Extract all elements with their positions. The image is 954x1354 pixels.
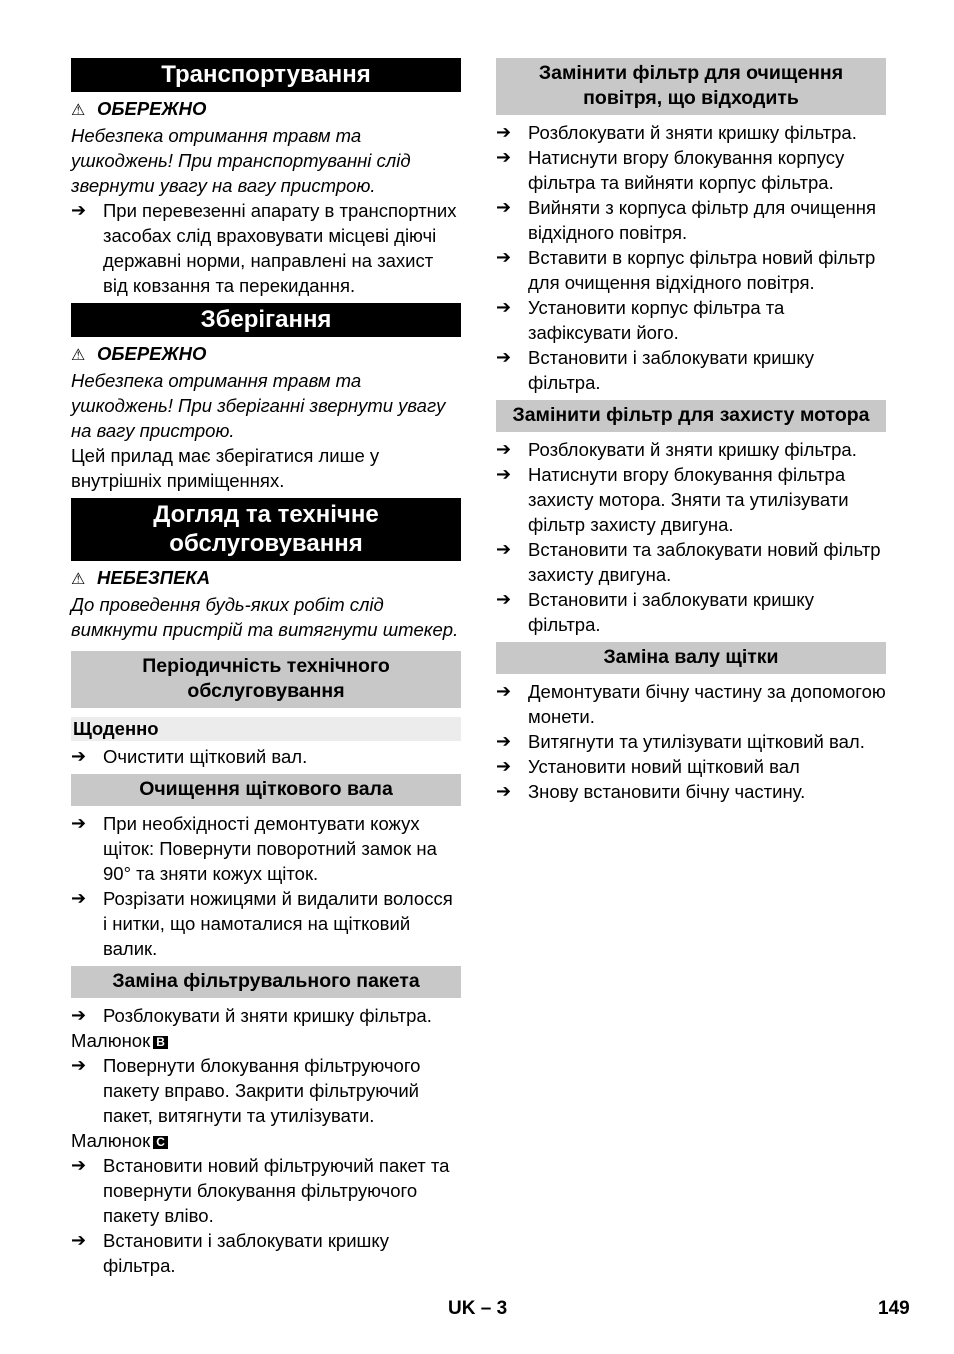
arrow-right-icon: ➔ [496,197,512,217]
arrow-right-icon: ➔ [496,731,512,751]
arrow-right-icon: ➔ [496,147,512,167]
figure-b-badge: B [153,1036,168,1049]
list-item: ➔ Вийняти з корпуса фільтр для очищення відхідного повітря. [496,197,877,243]
warning-storage [71,341,461,368]
arrow-right-icon: ➔ [496,122,512,142]
section-title-care: Догляд та технічне обслуговування [71,498,461,561]
list-item: ➔ Натиснути вгору блокування корпусу фільтра та вийняти корпус фільтра. [496,147,845,193]
subsection-title-brush-roller: Заміна валу щітки [496,642,886,674]
arrow-right-icon: ➔ [496,539,512,559]
list-item: ➔ Установити новий щітковий вал [496,756,800,777]
warning-text: Небезпека отримання травм та ушкоджень! При транспортуванні слід звернути увагу на вагу пристрою. [71,125,411,196]
warning-label: ОБЕРЕЖНО [97,98,207,119]
warning-triangle-icon: ⚠ [71,571,86,588]
list-item: ➔ Розблокувати й зняти кришку фільтра. [496,122,857,143]
figure-reference: Малюнок B [71,1028,461,1053]
arrow-right-icon: ➔ [496,756,512,776]
arrow-right-icon: ➔ [496,781,512,801]
warning-label: ОБЕРЕЖНО [97,343,207,364]
list-item: ➔ При необхідності демонтувати кожух щіток: Повернути поворотний замок на 90° та зняти кожух щіток. [71,813,437,884]
storage-text: Цей прилад має зберігатися лише у внутрішніх приміщеннях. [71,445,380,491]
subsection-title-filter-bag: Заміна фільтрувального пакета [71,966,461,998]
arrow-right-icon: ➔ [71,813,87,833]
arrow-right-icon: ➔ [71,1055,87,1075]
list-item: ➔ Розрізати ножицями й видалити волосся і нитки, що намоталися на щітковий валик. [71,888,453,959]
arrow-right-icon: ➔ [496,464,512,484]
subsection-title-periodicity: Періодичність технічного обслуговування [71,651,461,708]
daily-heading: Щоденно [71,717,461,741]
figure-reference: Малюнок C [71,1128,461,1153]
subsection-title-motor-filter: Замінити фільтр для захисту мотора [496,400,886,432]
subsection-title-brush-clean: Очищення щіткового вала [71,774,461,806]
arrow-right-icon: ➔ [496,589,512,609]
arrow-right-icon: ➔ [71,746,87,766]
footer-language-code: UK – 3 [448,1298,508,1319]
list-item: ➔ Розблокувати й зняти кришку фільтра. [496,439,857,460]
arrow-right-icon: ➔ [71,888,87,908]
warning-text: Небезпека отримання травм та ушкоджень! При зберіганні звернути увагу на вагу пристрою. [71,370,446,441]
section-title-transport: Транспортування [71,58,461,92]
left-column [71,58,461,1278]
danger-text: До проведення будь-яких робіт слід вимкнути пристрій та витягнути штекер. [71,594,459,640]
arrow-right-icon: ➔ [71,1155,87,1175]
list-item: ➔ Очистити щітковий вал. [71,746,308,767]
list-item: ➔ Встановити і заблокувати кришку фільтра. [496,347,814,393]
arrow-right-icon: ➔ [496,681,512,701]
warning-transport [71,96,461,123]
list-item: ➔ Знову встановити бічну частину. [496,781,806,802]
list-item: ➔ Встановити новий фільтруючий пакет та повернути блокування фільтруючого пакету вліво. [71,1155,450,1226]
arrow-right-icon: ➔ [496,347,512,367]
list-item: ➔ Встановити та заблокувати новий фільтр захисту двигуна. [496,539,881,585]
danger-label: НЕБЕЗПЕКА [97,567,211,588]
arrow-right-icon: ➔ [71,1005,87,1025]
list-item: ➔ Демонтувати бічну частину за допомогою монети. [496,681,886,727]
arrow-right-icon: ➔ [71,1230,87,1250]
figure-c-badge: C [153,1136,168,1149]
arrow-right-icon: ➔ [71,200,87,220]
subsection-title-exhaust-filter: Замінити фільтр для очищення повітря, що відходить [496,58,886,115]
list-item: ➔ Витягнути та утилізувати щітковий вал. [496,731,865,752]
warning-triangle-icon: ⚠ [71,347,86,364]
arrow-right-icon: ➔ [496,247,512,267]
list-item: ➔ Повернути блокування фільтруючого пакету вправо. Закрити фільтруючий пакет, витягнути та утилізувати. [71,1055,421,1126]
list-item: ➔ Установити корпус фільтра та зафіксувати його. [496,297,785,343]
list-item: ➔ Розблокувати й зняти кришку фільтра. [71,1005,432,1026]
arrow-right-icon: ➔ [496,297,512,317]
list-item: ➔ При перевезенні апарату в транспортних засобах слід враховувати місцеві діючі державні норми, направлені на захист від ковзання та перекидання. [71,200,457,296]
list-item: ➔ Встановити і заблокувати кришку фільтра. [71,1230,389,1276]
list-item: ➔ Вставити в корпус фільтра новий фільтр для очищення відхідного повітря. [496,247,876,293]
list-item: ➔ Натиснути вгору блокування фільтра захисту мотора. Зняти та утилізувати фільтр захисту двигуна. [496,464,849,535]
warning-triangle-icon: ⚠ [71,102,86,119]
page-number: 149 [878,1298,910,1319]
danger-care [71,565,461,592]
right-column [496,58,886,804]
list-item: ➔ Встановити і заблокувати кришку фільтра. [496,589,814,635]
arrow-right-icon: ➔ [496,439,512,459]
section-title-storage: Зберігання [71,303,461,337]
